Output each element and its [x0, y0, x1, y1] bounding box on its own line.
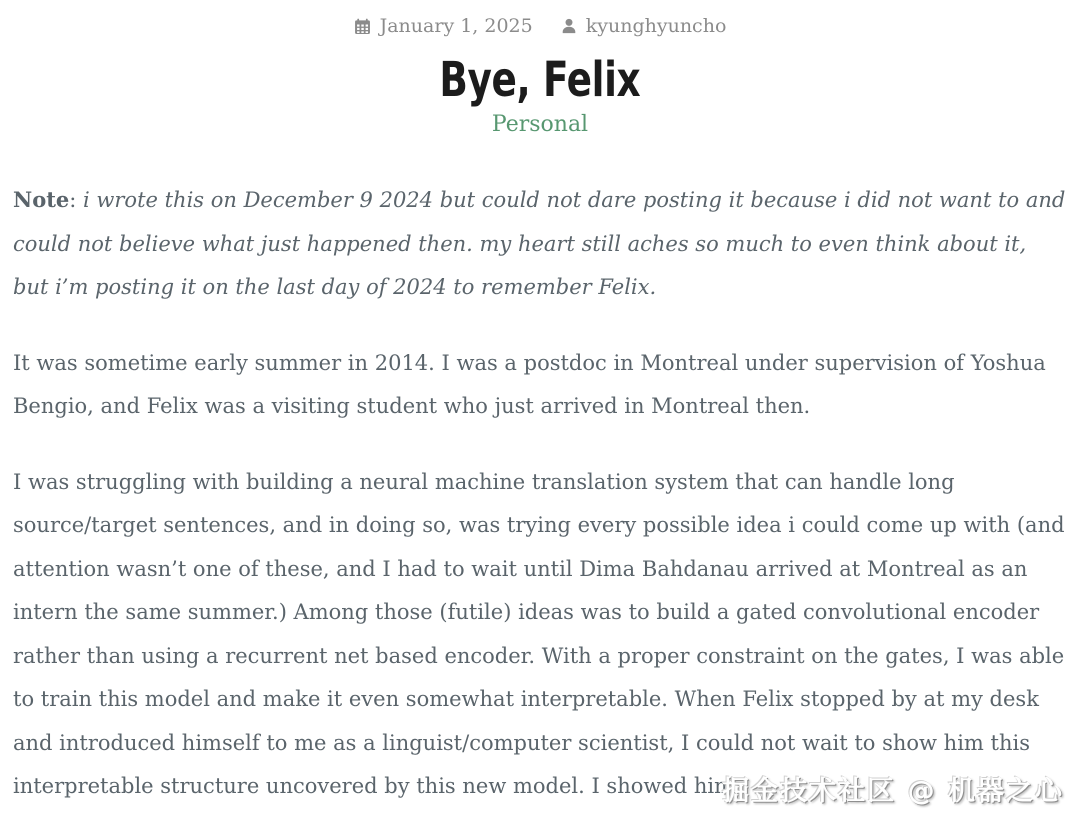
- note-label: Note: [13, 187, 70, 213]
- post-date-link[interactable]: [354, 15, 533, 37]
- post-author-label: kyunghyuncho: [585, 15, 727, 37]
- calendar-icon: [354, 18, 371, 35]
- page-title: Bye, Felix: [439, 52, 641, 108]
- note-paragraph: [13, 178, 1067, 310]
- category-link[interactable]: Personal: [491, 112, 589, 138]
- note-text: i wrote this on December 9 2024 but could not dare posting it because i did not want to and could not believe what just happened then. my heart still aches so much to even think about it, but i’m posting it on the last day of 2024 to remember Felix.: [13, 188, 1066, 300]
- user-icon: [561, 18, 577, 34]
- post-date-label: January 1, 2025: [379, 15, 533, 37]
- paragraph: It was sometime early summer in 2014. I was a postdoc in Montreal under supervision of Yoshua Bengio, and Felix was a visiting student who just arrived in Montreal then.: [13, 350, 1046, 419]
- post-content: [0, 178, 1080, 809]
- post-meta: [0, 0, 1080, 37]
- note-separator: :: [69, 188, 84, 213]
- watermark: 掘金技术社区 @ 机器之心: [722, 776, 1064, 807]
- post-header: [0, 0, 1080, 137]
- paragraph: I was struggling with building a neural machine translation system that can handle long source/target sentences, and in doing so, was trying every possible idea i could come up with (and attention wasn’t one of these, and I had to wait until Dima Bahdanau arrived at Montreal as an intern the same summer.) Among those (futile) ideas was to build a gated convolutional encoder rather than using a recurrent net based encoder. With a proper constraint on the gates, I was able to train this model and make it even somewhat interpretable. When Felix stopped by at my desk and introduced himself to me as a linguist/computer scientist, I could not wait to show him this interpretable structure uncovered by this new model. I showed him:: [13, 469, 1065, 799]
- post-author-link[interactable]: [561, 15, 727, 37]
